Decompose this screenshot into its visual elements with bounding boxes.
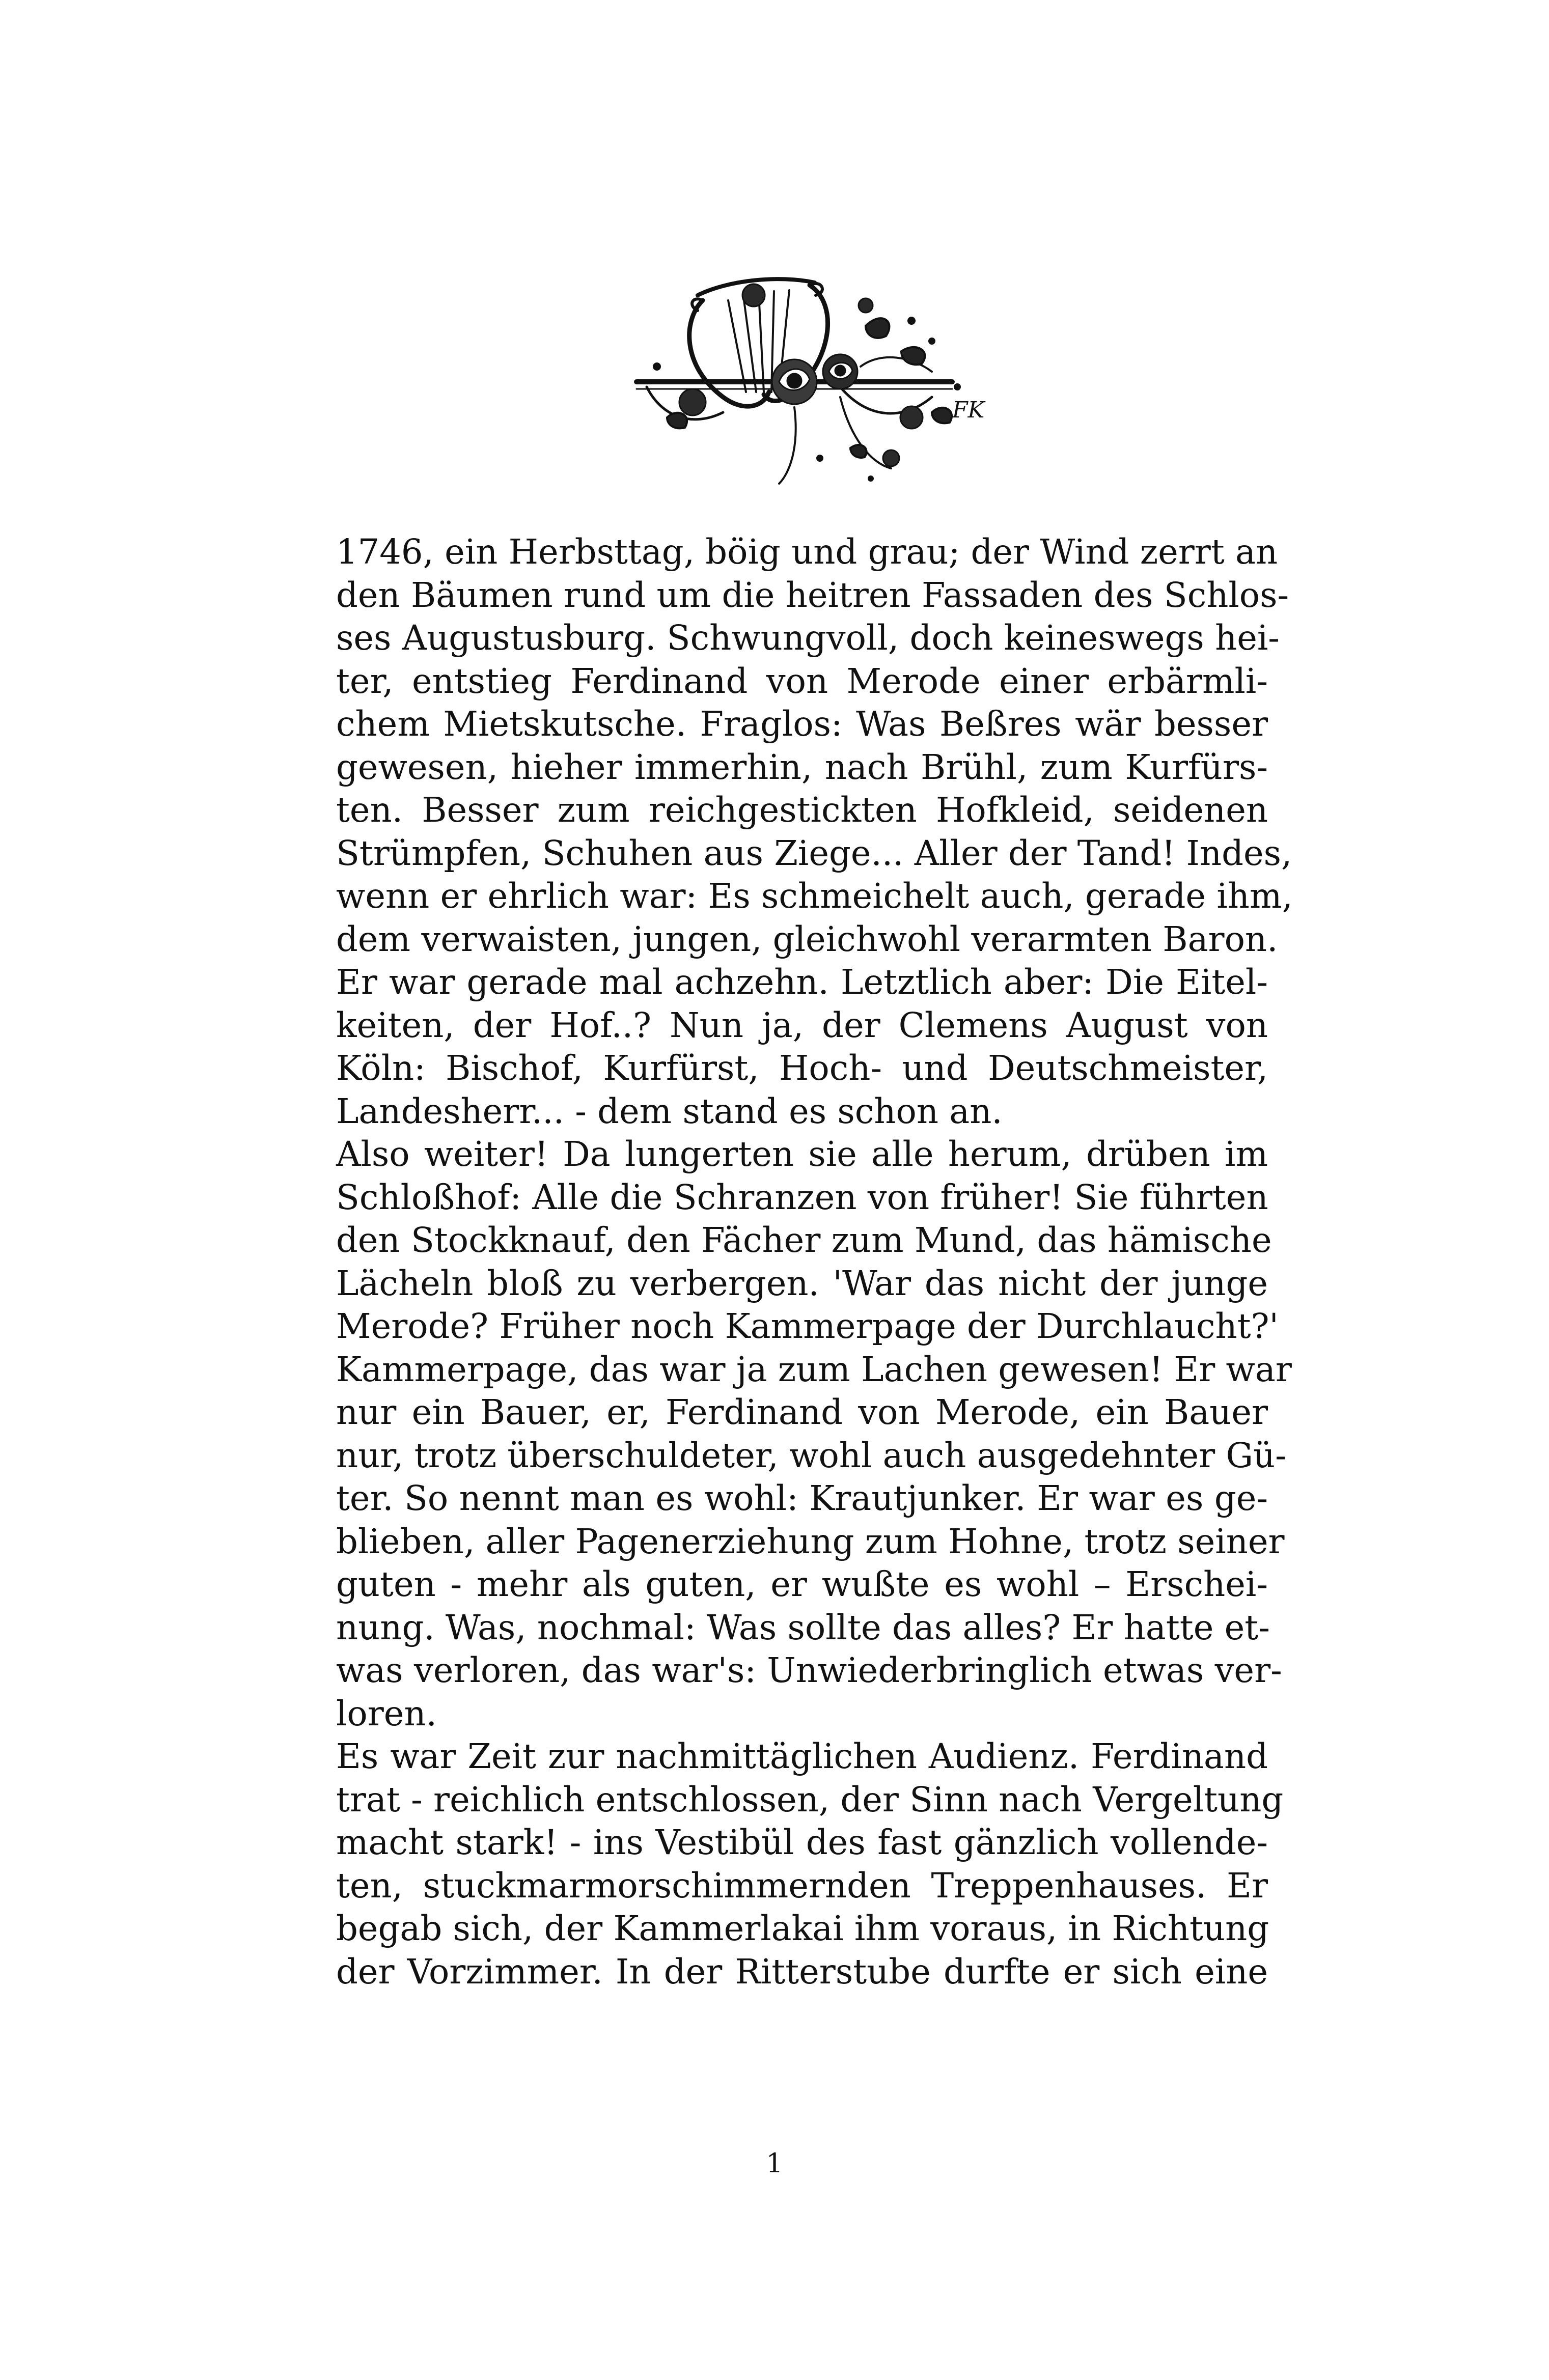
body-text <box>336 530 1293 1993</box>
monogram: FK <box>952 397 985 423</box>
text-line: keiten, der Hof..? Nun ja, der Clemens August von <box>336 1005 1268 1045</box>
text-line: wenn er ehrlich war: Es schmeichelt auch, gerade ihm, <box>336 876 1293 916</box>
text-line: loren. <box>336 1693 437 1733</box>
text-line: den Bäumen rund um die heitren Fassaden des Schlos- <box>336 575 1289 615</box>
text-line: macht stark! - ins Vestibül des fast gänzlich vollende- <box>336 1823 1268 1862</box>
text-line: Merode? Früher noch Kammerpage der Durchlaucht?' <box>336 1306 1279 1346</box>
text-line: chem Mietskutsche. Fraglos: Was Beßres wär besser <box>336 704 1268 744</box>
text-line: ten. Besser zum reichgestickten Hofkleid, seidenen <box>336 790 1268 830</box>
text-line: ses Augustusburg. Schwungvoll, doch keineswegs hei- <box>336 618 1280 658</box>
paragraph-2 <box>336 1133 1292 1735</box>
text-line: Also weiter! Da lungerten sie alle herum, drüben im <box>336 1134 1268 1174</box>
text-line: Landesherr... - dem stand es schon an. <box>336 1091 1003 1131</box>
text-line: nur, trotz überschuldeter, wohl auch ausgedehnter Gü- <box>336 1435 1287 1475</box>
text-line: nur ein Bauer, er, Ferdinand von Merode, ein Bauer <box>336 1392 1268 1432</box>
text-line: gewesen, hieher immerhin, nach Brühl, zum Kurfürs- <box>336 747 1268 787</box>
page-number: 1 <box>766 2148 783 2179</box>
text-line: dem verwaisten, jungen, gleichwohl verarmten Baron. <box>336 919 1278 959</box>
paragraph-3 <box>336 1735 1284 1993</box>
text-line: begab sich, der Kammerlakai ihm voraus, in Richtung <box>336 1909 1269 1948</box>
text-line: Lächeln bloß zu verbergen. 'War das nicht der junge <box>336 1263 1268 1303</box>
text-line: nung. Was, nochmal: Was sollte das alles? Er hatte et- <box>336 1607 1270 1647</box>
text-line: den Stockknauf, den Fächer zum Mund, das hämische <box>336 1220 1272 1260</box>
text-line: Köln: Bischof, Kurfürst, Hoch- und Deutschmeister, <box>336 1048 1268 1088</box>
text-line: ter, entstieg Ferdinand von Merode einer erbärmli- <box>336 661 1268 701</box>
text-line: Er war gerade mal achzehn. Letztlich aber: Die Eitel- <box>336 962 1268 1002</box>
text-line: was verloren, das war's: Unwiederbringlich etwas ver- <box>336 1650 1282 1690</box>
lyre-floral-vignette-icon <box>626 265 1003 489</box>
text-line: 1746, ein Herbsttag, böig und grau; der Wind zerrt an <box>336 532 1278 572</box>
text-line: blieben, aller Pagenerziehung zum Hohne, trotz seiner <box>336 1521 1285 1561</box>
text-line: Schloßhof: Alle die Schranzen von früher! Sie führten <box>336 1177 1268 1217</box>
text-line: der Vorzimmer. In der Ritterstube durfte er sich eine <box>336 1951 1268 1992</box>
text-line: Strümpfen, Schuhen aus Ziege... Aller der Tand! Indes, <box>336 833 1292 873</box>
text-line: trat - reichlich entschlossen, der Sinn nach Vergeltung <box>336 1779 1284 1819</box>
text-line: Kammerpage, das war ja zum Lachen gewesen! Er war <box>336 1349 1292 1389</box>
text-line: ter. So nennt man es wohl: Krautjunker. Er war es ge- <box>336 1478 1268 1518</box>
text-line: guten - mehr als guten, er wußte es wohl – Erschei- <box>336 1564 1268 1604</box>
paragraph-1 <box>336 530 1293 1133</box>
text-line: Es war Zeit zur nachmittäglichen Audienz. Ferdinand <box>336 1737 1268 1776</box>
text-line: ten, stuckmarmorschimmernden Treppenhauses. Er <box>336 1865 1268 1906</box>
